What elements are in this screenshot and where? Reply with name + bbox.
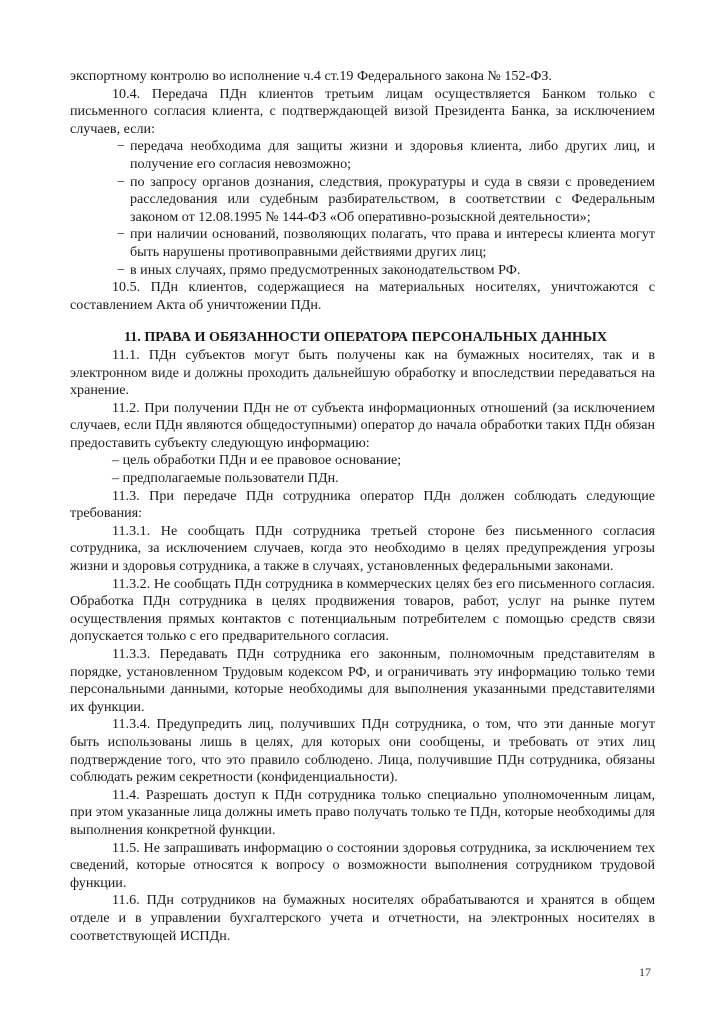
paragraph-11-3: 11.3. При передаче ПДн сотрудника оператор ПДн должен соблюдать следующие требования:	[70, 487, 655, 522]
paragraph-10-4: 10.4. Передача ПДн клиентов третьим лицам осуществляется Банком только с письменного согласия клиента, с подтверждающей визой Президента Банка, за исключением случаев, если:	[70, 85, 655, 137]
paragraph-11-5: 11.5. Не запрашивать информацию о состоянии здоровья сотрудника, за исключением тех сведений, которые относятся к вопросу о возможности выполнения сотрудником трудовой функции.	[70, 839, 655, 891]
list-item	[70, 226, 655, 261]
paragraph-11-2: 11.2. При получении ПДн не от субъекта информационных отношений (за исключением случаев, если ПДн являются общедоступными) оператор до начала обработки таких ПДн обязан предоставить субъекту следующую информацию:	[70, 399, 655, 451]
list-item-text: по запросу органов дознания, следствия, прокуратуры и суда в связи с проведением расследования или судебным разбирательством, в соответствии с Федеральным законом от 12.08.1995 № 144-ФЗ «Об оперативно-розыскной деятельности»;	[130, 173, 655, 225]
paragraph-10-5: 10.5. ПДн клиентов, содержащиеся на материальных носителях, уничтожаются с составлением Акта об уничтожении ПДн.	[70, 279, 655, 313]
bullet-dash: −	[117, 261, 125, 278]
list-item	[70, 174, 655, 227]
bullet-list-10-4	[70, 138, 655, 279]
bullet-dash: −	[117, 173, 125, 190]
list-item	[70, 262, 655, 280]
list-item: – цель обработки ПДн и ее правовое основание;	[112, 452, 402, 469]
list-item	[70, 138, 655, 173]
section-11-heading: 11. ПРАВА И ОБЯЗАННОСТИ ОПЕРАТОРА ПЕРСОНАЛЬНЫХ ДАННЫХ	[123, 329, 608, 346]
paragraph-11-6: 11.6. ПДн сотрудников на бумажных носителях обрабатываются и хранятся в общем отделе и в управлении бухгалтерского учета и отчетности, на электронных носителях в соответствующей ИСПДн.	[70, 892, 655, 944]
list-item: – предполагаемые пользователи ПДн.	[112, 470, 339, 487]
paragraph-11-3-3: 11.3.3. Передавать ПДн сотрудника его законным, полномочным представителям в порядке, установленном Трудовым кодексом РФ, и ограничивать эту информацию только теми персональными данными, которые необходимы для выполнения указанными представителями их функции.	[70, 646, 655, 715]
page-number: 17	[639, 965, 651, 979]
paragraph-11-3-2: 11.3.2. Не сообщать ПДн сотрудника в коммерческих целях без его письменного согласия. Обработка ПДн сотрудника в целях продвижения товаров, работ, услуг на рынке путем осуществления прямых контактов с потенциальным потребителем с помощью средств связи допускается только с его предварительного согласия.	[70, 575, 655, 645]
list-item-text: в иных случаях, прямо предусмотренных законодательством РФ.	[130, 261, 521, 278]
paragraph-11-1: 11.1. ПДн субъектов могут быть получены как на бумажных носителях, так и в электронном виде и должны проходить дальнейшую обработку и впоследствии передаваться на хранение.	[70, 346, 655, 399]
paragraph-11-3-4: 11.3.4. Предупредить лиц, получивших ПДн сотрудника, о том, что эти данные могут быть использованы лишь в целях, для которых они сообщены, и требовать от этих лиц подтверждение того, что это правило соблюдено. Лица, получившие ПДн сотрудника, обязаны соблюдать режим секретности (конфиденциальности).	[70, 716, 655, 786]
paragraph-11-3-1: 11.3.1. Не сообщать ПДн сотрудника третьей стороне без письменного согласия сотрудника, за исключением случаев, когда это необходимо в целях предупреждения угрозы жизни и здоровья сотрудника, а также в случаях, установленных федеральными законами.	[70, 522, 655, 575]
list-item-text: передача необходима для защиты жизни и здоровья клиента, либо других лиц, и получение его согласия невозможно;	[130, 138, 655, 172]
bullet-dash: −	[117, 138, 125, 155]
document-page	[70, 68, 655, 945]
paragraph-continuation: экспортному контролю во исполнение ч.4 ст.19 Федерального закона № 152-ФЗ.	[70, 68, 552, 84]
list-item-text: при наличии оснований, позволяющих полагать, что права и интересы клиента могут быть нарушены противоправными действиями других лиц;	[130, 226, 655, 260]
bullet-dash: −	[117, 226, 125, 243]
paragraph-11-4: 11.4. Разрешать доступ к ПДн сотрудника только специально уполномоченным лицам, при этом указанные лица должны иметь право получать только те ПДн, которые необходимы для выполнения конкретной функции.	[70, 786, 655, 838]
